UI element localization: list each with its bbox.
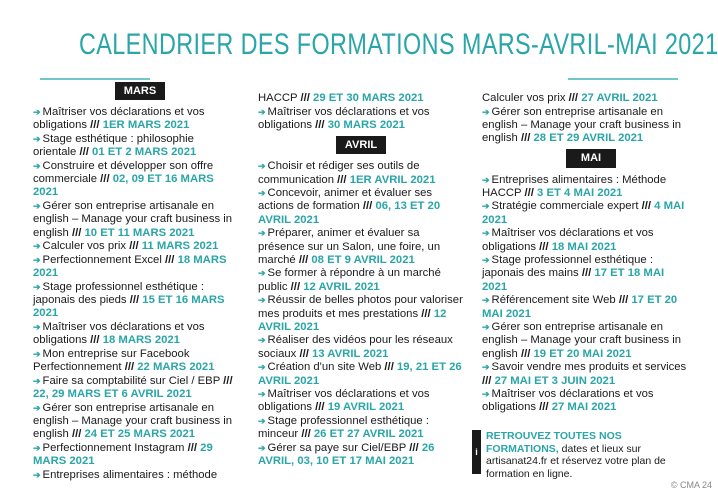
course-date: 27 AVRIL 2021 bbox=[581, 92, 658, 104]
course-title: Gérer sa paye sur Ciel/EBP bbox=[267, 442, 407, 455]
arrow-icon: ➔ bbox=[258, 335, 266, 346]
column-april bbox=[258, 92, 463, 469]
course-date: 19 ET 20 MAI 2021 bbox=[533, 347, 632, 360]
separator: /// bbox=[524, 186, 534, 199]
separator: /// bbox=[79, 146, 89, 159]
separator: /// bbox=[129, 240, 139, 253]
separator: /// bbox=[337, 173, 347, 186]
copyright-credit: © CMA 24 bbox=[670, 480, 712, 490]
course-item bbox=[33, 160, 238, 200]
course-date: 01 ET 2 MARS 2021 bbox=[92, 146, 197, 159]
course-date: 06, 13 ET 20 AVRIL 2021 bbox=[258, 200, 441, 226]
course-item bbox=[33, 133, 238, 159]
course-title: Stage esthétique : philosophie orientale bbox=[33, 133, 194, 159]
course-item bbox=[482, 174, 692, 200]
course-item bbox=[33, 281, 238, 321]
separator: /// bbox=[187, 441, 198, 454]
separator: /// bbox=[539, 401, 549, 414]
separator: /// bbox=[581, 267, 592, 280]
arrow-icon: ➔ bbox=[33, 254, 41, 265]
arrow-icon: ➔ bbox=[33, 469, 41, 480]
course-item bbox=[258, 92, 463, 105]
course-title: Faire sa comptabilité sur Ciel / EBP bbox=[42, 374, 221, 387]
course-date: 29 MARS 2021 bbox=[33, 441, 213, 467]
arrow-icon: ➔ bbox=[258, 416, 266, 427]
course-item bbox=[33, 402, 238, 442]
arrow-icon: ➔ bbox=[33, 348, 41, 359]
arrow-icon: ➔ bbox=[258, 295, 266, 306]
course-date: 18 MARS 2021 bbox=[102, 334, 180, 347]
course-date: 4 MAI 2021 bbox=[482, 200, 685, 226]
course-item bbox=[33, 442, 238, 468]
course-list-may bbox=[482, 174, 692, 415]
course-item bbox=[482, 254, 692, 294]
course-title: Gérer son entreprise artisanale en english – Manage your craft business in english bbox=[482, 321, 682, 360]
month-label-april: AVRIL bbox=[336, 136, 386, 154]
arrow-icon: ➔ bbox=[33, 107, 41, 118]
arrow-icon: ➔ bbox=[258, 443, 266, 454]
course-date: 22 MARS 2021 bbox=[137, 361, 215, 374]
separator: /// bbox=[301, 428, 311, 441]
course-date: 10 ET 11 MARS 2021 bbox=[84, 226, 195, 239]
arrow-icon: ➔ bbox=[482, 174, 490, 185]
arrow-icon: ➔ bbox=[258, 268, 266, 279]
arrow-icon: ➔ bbox=[482, 255, 490, 266]
separator: /// bbox=[362, 200, 373, 213]
course-title: Construire et développer son offre commerciale bbox=[33, 160, 214, 186]
separator: /// bbox=[90, 119, 100, 132]
course-title: Entreprises alimentaires : méthode bbox=[42, 468, 218, 481]
course-date: 19 AVRIL 2021 bbox=[327, 401, 405, 414]
arrow-icon: ➔ bbox=[258, 362, 266, 373]
arrow-icon: ➔ bbox=[33, 375, 41, 386]
course-item bbox=[258, 267, 463, 293]
arrow-icon: ➔ bbox=[33, 281, 41, 292]
separator: /// bbox=[300, 92, 310, 104]
course-date: 18 MAI 2021 bbox=[551, 240, 617, 253]
separator: /// bbox=[409, 442, 419, 455]
arrow-icon: ➔ bbox=[482, 389, 490, 400]
separator: /// bbox=[539, 240, 549, 253]
course-item bbox=[258, 442, 463, 468]
course-item bbox=[33, 375, 238, 401]
course-item bbox=[258, 187, 463, 227]
course-title: Stratégie commerciale expert bbox=[491, 200, 639, 213]
course-date: 24 ET 25 MARS 2021 bbox=[84, 428, 196, 441]
course-date: 18 MARS 2021 bbox=[33, 253, 227, 280]
separator: /// bbox=[223, 374, 233, 387]
course-date: 28 ET 29 AVRIL 2021 bbox=[533, 132, 644, 145]
separator: /// bbox=[298, 253, 309, 266]
info-highlight: RETROUVEZ TOUTES NOS FORMATIONS, bbox=[486, 430, 622, 455]
course-item bbox=[258, 361, 463, 387]
separator: /// bbox=[315, 401, 325, 414]
arrow-icon: ➔ bbox=[482, 228, 490, 239]
separator: /// bbox=[290, 280, 301, 293]
separator: /// bbox=[641, 200, 652, 213]
separator: /// bbox=[315, 118, 325, 131]
arrow-icon: ➔ bbox=[258, 389, 266, 400]
course-title: Stage professionnel esthétique : minceur bbox=[258, 415, 429, 441]
course-item bbox=[33, 469, 238, 482]
course-item bbox=[33, 348, 238, 374]
course-item bbox=[258, 294, 463, 334]
separator: /// bbox=[71, 226, 82, 239]
separator: /// bbox=[100, 173, 110, 186]
course-title: Maîtriser vos déclarations et vos obligations bbox=[258, 105, 430, 131]
course-item bbox=[258, 388, 463, 414]
course-date: 13 AVRIL 2021 bbox=[312, 347, 389, 360]
arrow-icon: ➔ bbox=[258, 106, 266, 117]
course-list-april-lead bbox=[258, 92, 463, 132]
course-item bbox=[33, 106, 238, 132]
course-date: 29 ET 30 MARS 2021 bbox=[313, 92, 424, 104]
separator: /// bbox=[299, 347, 309, 360]
course-item bbox=[258, 160, 463, 186]
course-title: Référencement site Web bbox=[491, 294, 616, 307]
course-list-march bbox=[33, 106, 238, 482]
course-item bbox=[482, 227, 692, 253]
course-title: Entreprises alimentaires : Méthode HACCP bbox=[482, 173, 667, 199]
separator: /// bbox=[165, 253, 175, 266]
course-title: Se former à répondre à un marché public bbox=[258, 267, 441, 293]
course-item bbox=[33, 254, 238, 280]
course-date: 22, 29 MARS ET 6 AVRIL 2021 bbox=[33, 387, 192, 400]
course-item bbox=[482, 388, 692, 414]
course-item bbox=[258, 106, 463, 132]
course-title: Calculer vos prix bbox=[482, 92, 566, 104]
course-item bbox=[33, 200, 238, 240]
arrow-icon: ➔ bbox=[33, 321, 41, 332]
course-date: 19, 21 ET 26 AVRIL 2021 bbox=[258, 361, 462, 387]
separator: /// bbox=[482, 374, 492, 387]
course-title: Préparer, animer et évaluer sa présence sur un Salon, une foire, un marché bbox=[258, 227, 441, 266]
course-date: 26 ET 27 AVRIL 2021 bbox=[313, 428, 424, 441]
month-label-march: MARS bbox=[115, 82, 165, 100]
course-item bbox=[258, 227, 463, 267]
page-title: CALENDRIER DES FORMATIONS MARS-AVRIL-MAI 2021 bbox=[78, 28, 718, 61]
arrow-icon: ➔ bbox=[258, 188, 266, 199]
course-item bbox=[33, 321, 238, 347]
month-label-may: MAI bbox=[566, 149, 616, 167]
course-item bbox=[33, 240, 238, 253]
separator: /// bbox=[124, 361, 135, 374]
course-date: 17 ET 18 MAI 2021 bbox=[482, 267, 665, 293]
arrow-icon: ➔ bbox=[33, 134, 41, 145]
info-box bbox=[472, 430, 682, 480]
course-title: Réussir de belles photos pour valoriser mes produits et mes prestations bbox=[258, 294, 463, 320]
arrow-icon: ➔ bbox=[482, 362, 490, 373]
course-date: 11 MARS 2021 bbox=[141, 240, 219, 253]
course-date: 1ER MARS 2021 bbox=[102, 119, 190, 132]
course-title: Savoir vendre mes produits et services bbox=[491, 361, 687, 374]
separator: /// bbox=[618, 294, 629, 307]
course-title: Stage professionnel esthétique : japonais des mains bbox=[482, 254, 653, 280]
info-body: dates et lieux sur artisanat24.fr et réservez votre plan de formation en ligne. bbox=[486, 442, 666, 480]
course-item bbox=[482, 321, 692, 361]
course-date: 12 AVRIL 2021 bbox=[303, 280, 380, 293]
course-date: 30 MARS 2021 bbox=[327, 118, 405, 131]
arrow-icon: ➔ bbox=[33, 402, 41, 413]
arrow-icon: ➔ bbox=[33, 241, 41, 252]
course-item bbox=[258, 415, 463, 441]
course-title: Perfectionnement Excel bbox=[42, 253, 162, 266]
course-title: Maîtriser vos déclarations et vos obligations bbox=[258, 388, 430, 414]
course-title: Concevoir, animer et évaluer ses actions de formation bbox=[258, 187, 433, 213]
course-item bbox=[482, 200, 692, 226]
course-date: 3 ET 4 MAI 2021 bbox=[537, 186, 623, 199]
title-rule-right bbox=[568, 78, 678, 80]
course-title: Perfectionnement Instagram bbox=[42, 441, 185, 454]
course-item bbox=[258, 334, 463, 360]
column-march bbox=[33, 78, 238, 482]
separator: /// bbox=[384, 361, 394, 374]
course-title: Calculer vos prix bbox=[42, 240, 127, 253]
course-title: Mon entreprise sur Facebook Perfectionnement bbox=[33, 347, 190, 374]
course-date: 02, 09 ET 16 MARS 2021 bbox=[33, 173, 214, 199]
arrow-icon: ➔ bbox=[258, 228, 266, 239]
course-title: HACCP bbox=[258, 92, 298, 104]
course-date: 12 AVRIL 2021 bbox=[258, 307, 447, 333]
arrow-icon: ➔ bbox=[33, 201, 41, 212]
column-may bbox=[482, 92, 692, 415]
course-item bbox=[482, 361, 692, 387]
course-item bbox=[482, 106, 692, 146]
course-title: Maîtriser vos déclarations et vos obligations bbox=[33, 320, 205, 347]
separator: /// bbox=[129, 294, 140, 307]
info-icon: i bbox=[472, 430, 481, 474]
course-date: 27 MAI ET 3 JUIN 2021 bbox=[494, 374, 616, 387]
separator: /// bbox=[90, 334, 100, 347]
course-date: 15 ET 16 MARS 2021 bbox=[33, 294, 225, 320]
course-title: Gérer son entreprise artisanale en english – Manage your craft business in english bbox=[33, 200, 233, 239]
arrow-icon: ➔ bbox=[33, 442, 41, 453]
course-title: Maîtriser vos déclarations et vos obligations bbox=[482, 388, 654, 414]
arrow-icon: ➔ bbox=[482, 201, 490, 212]
course-date: 27 MAI 2021 bbox=[551, 401, 617, 414]
course-title: Maîtriser vos déclarations et vos obligations bbox=[482, 227, 654, 253]
info-text bbox=[486, 430, 682, 480]
page-header bbox=[0, 28, 718, 68]
course-title: Création d'un site Web bbox=[267, 361, 382, 374]
course-title: Réaliser des vidéos pour les réseaux sociaux bbox=[258, 334, 453, 360]
separator: /// bbox=[421, 307, 431, 320]
separator: /// bbox=[71, 428, 82, 441]
course-title: Gérer son entreprise artisanale en english – Manage your craft business in english bbox=[482, 105, 682, 145]
separator: /// bbox=[568, 92, 579, 104]
course-list-april bbox=[258, 160, 463, 468]
course-date: 26 AVRIL, 03, 10 ET 17 MAI 2021 bbox=[258, 442, 435, 468]
course-title: Gérer son entreprise artisanale en english – Manage your craft business in english bbox=[33, 401, 233, 441]
separator: /// bbox=[520, 132, 531, 145]
course-title: Stage professionnel esthétique : japonais des pieds bbox=[33, 280, 204, 307]
course-title: Maîtriser vos déclarations et vos obligations bbox=[33, 106, 205, 132]
course-item bbox=[482, 92, 692, 105]
arrow-icon: ➔ bbox=[482, 295, 490, 306]
course-date: 17 ET 20 MAI 2021 bbox=[482, 294, 678, 320]
course-item bbox=[482, 294, 692, 320]
separator: /// bbox=[520, 347, 531, 360]
arrow-icon: ➔ bbox=[482, 106, 490, 117]
course-list-may-lead bbox=[482, 92, 692, 145]
course-title: Choisir et rédiger ses outils de communication bbox=[258, 160, 420, 186]
arrow-icon: ➔ bbox=[482, 322, 490, 333]
arrow-icon: ➔ bbox=[33, 161, 41, 172]
arrow-icon: ➔ bbox=[258, 161, 266, 172]
course-date: 08 ET 9 AVRIL 2021 bbox=[311, 253, 415, 266]
course-date: 1ER AVRIL 2021 bbox=[349, 173, 436, 186]
